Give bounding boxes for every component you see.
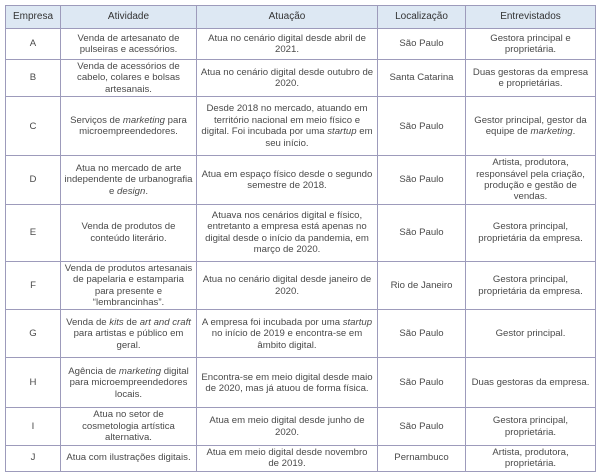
cell-text: . bbox=[145, 185, 148, 197]
cell-atividade bbox=[61, 445, 197, 471]
cell-text: para artistas e público em geral. bbox=[73, 328, 184, 351]
cell-text: design bbox=[117, 185, 146, 197]
cell-text: Gestor principal, gestor da equipe de bbox=[474, 114, 587, 138]
table-row bbox=[6, 445, 596, 471]
cell-localizacao: Pernambuco bbox=[378, 445, 466, 471]
cell-empresa: E bbox=[6, 204, 61, 261]
cell-text: Atua em espaço físico desde o segundo semestre de 2018. bbox=[201, 168, 373, 192]
cell-atividade bbox=[61, 204, 197, 261]
header-row bbox=[6, 6, 596, 29]
cell-atuacao bbox=[197, 60, 378, 97]
cell-text: Artista, produtora, responsável pela criação, produção e gestão de vendas. bbox=[476, 157, 585, 203]
cell-atuacao bbox=[197, 156, 378, 205]
cell-text: Atua com ilustrações digitais. bbox=[66, 452, 191, 464]
cell-text: art and craft bbox=[139, 316, 191, 328]
cell-text: Duas gestoras da empresa. bbox=[471, 377, 590, 389]
header-atividade: Atividade bbox=[61, 6, 197, 29]
cell-atividade bbox=[61, 261, 197, 310]
cell-text: Venda de acessórios de cabelo, colares e bolsas artesanais. bbox=[77, 61, 180, 95]
cell-text: . bbox=[572, 126, 576, 138]
cell-localizacao: São Paulo bbox=[378, 358, 466, 408]
cell-localizacao: São Paulo bbox=[378, 156, 466, 205]
cell-empresa: D bbox=[6, 156, 61, 205]
table-row bbox=[6, 204, 596, 261]
cell-text: Serviços de bbox=[70, 114, 123, 126]
cell-text: marketing bbox=[530, 126, 573, 138]
cell-text: Atuava nos cenários digital e físico, entretanto a empresa está apenas no digital desde o início da pandemia, em março de 2020. bbox=[205, 210, 369, 256]
header-entrevistados: Entrevistados bbox=[466, 6, 596, 29]
table-row bbox=[6, 358, 596, 408]
cell-empresa: G bbox=[6, 310, 61, 358]
cell-atividade bbox=[61, 358, 197, 408]
cell-entrevistados bbox=[466, 29, 596, 60]
header-localizacao: Localização bbox=[378, 6, 466, 29]
table-row bbox=[6, 60, 596, 97]
cell-text: Artista, produtora, proprietária. bbox=[492, 446, 569, 470]
cell-localizacao: Rio de Janeiro bbox=[378, 261, 466, 310]
cell-text: startup bbox=[342, 316, 373, 328]
cell-entrevistados bbox=[466, 156, 596, 205]
cell-text: startup bbox=[327, 126, 357, 138]
cell-atuacao bbox=[197, 261, 378, 310]
cell-entrevistados bbox=[466, 445, 596, 471]
cell-text: marketing bbox=[122, 114, 166, 126]
cell-text: Encontra-se em meio digital desde maio de 2020, mas já atuou de forma física. bbox=[201, 371, 373, 394]
cell-text: Desde 2018 no mercado, atuando em território nacional em meio físico e digital. Foi incubada por uma bbox=[201, 103, 368, 138]
cell-atividade bbox=[61, 310, 197, 358]
cell-entrevistados bbox=[466, 60, 596, 97]
cell-text: A empresa foi incubada por uma bbox=[201, 316, 343, 328]
cell-text: Gestor principal. bbox=[495, 328, 566, 340]
cell-text: Atua no setor de cosmetologia artística alternativa. bbox=[82, 409, 175, 444]
cell-entrevistados bbox=[466, 261, 596, 310]
cell-text: Venda de artesanato de pulseiras e acessórios. bbox=[77, 32, 180, 55]
table-row bbox=[6, 408, 596, 445]
cell-atuacao bbox=[197, 445, 378, 471]
companies-table bbox=[5, 5, 596, 472]
cell-empresa: J bbox=[6, 445, 61, 471]
cell-localizacao: São Paulo bbox=[378, 408, 466, 445]
cell-text: Gestora principal e proprietária. bbox=[490, 32, 571, 55]
cell-atividade bbox=[61, 156, 197, 205]
cell-entrevistados bbox=[466, 204, 596, 261]
cell-empresa: F bbox=[6, 261, 61, 310]
cell-atividade bbox=[61, 97, 197, 156]
cell-text: em seu início. bbox=[265, 126, 373, 149]
cell-empresa: H bbox=[6, 358, 61, 408]
cell-entrevistados bbox=[466, 97, 596, 156]
cell-empresa: I bbox=[6, 408, 61, 445]
cell-localizacao: Santa Catarina bbox=[378, 60, 466, 97]
cell-entrevistados bbox=[466, 358, 596, 408]
cell-atuacao bbox=[197, 408, 378, 445]
header-empresa: Empresa bbox=[6, 6, 61, 29]
cell-localizacao: São Paulo bbox=[378, 97, 466, 156]
table-body bbox=[6, 29, 596, 472]
cell-text: Venda de produtos de conteúdo literário. bbox=[81, 221, 176, 244]
cell-text: Atua no cenário digital desde janeiro de 2020. bbox=[202, 274, 372, 297]
cell-atuacao bbox=[197, 358, 378, 408]
cell-text: Atua em meio digital desde novembro de 2019. bbox=[206, 446, 368, 470]
table-row bbox=[6, 156, 596, 205]
cell-empresa: A bbox=[6, 29, 61, 60]
cell-entrevistados bbox=[466, 408, 596, 445]
cell-text: Gestora principal, proprietária. bbox=[492, 415, 569, 438]
cell-entrevistados bbox=[466, 310, 596, 358]
cell-text: Gestora principal, proprietária da empresa. bbox=[478, 274, 583, 297]
cell-text: Gestora principal, proprietária da empresa. bbox=[478, 221, 583, 244]
cell-atuacao bbox=[197, 204, 378, 261]
table-row bbox=[6, 29, 596, 60]
cell-text: digital para microempreendedores locais. bbox=[69, 365, 189, 400]
cell-text: kits bbox=[109, 316, 124, 328]
cell-empresa: C bbox=[6, 97, 61, 156]
cell-text: Atua no mercado de arte independente de urbanografia e bbox=[64, 162, 193, 197]
cell-atividade bbox=[61, 29, 197, 60]
header-atuacao: Atuação bbox=[197, 6, 378, 29]
cell-text: no início de 2019 e encontra-se em âmbito digital. bbox=[211, 328, 363, 351]
cell-localizacao: São Paulo bbox=[378, 204, 466, 261]
table-row bbox=[6, 310, 596, 358]
cell-text: Atua no cenário digital desde outubro de 2020. bbox=[200, 66, 374, 90]
cell-atuacao bbox=[197, 310, 378, 358]
cell-atividade bbox=[61, 408, 197, 445]
cell-text: Agência de bbox=[68, 365, 119, 377]
table-row bbox=[6, 261, 596, 310]
cell-atuacao bbox=[197, 97, 378, 156]
table-row bbox=[6, 97, 596, 156]
cell-localizacao: São Paulo bbox=[378, 310, 466, 358]
cell-text: marketing bbox=[118, 365, 162, 377]
cell-atividade bbox=[61, 60, 197, 97]
cell-text: para microempreendedores. bbox=[79, 114, 187, 138]
cell-text: Venda de bbox=[66, 316, 110, 328]
cell-atuacao bbox=[197, 29, 378, 60]
cell-text: Atua no cenário digital desde abril de 2021. bbox=[208, 32, 366, 55]
cell-text: Atua em meio digital desde junho de 2020. bbox=[209, 415, 365, 438]
cell-localizacao: São Paulo bbox=[378, 29, 466, 60]
cell-text: de bbox=[123, 316, 140, 328]
cell-text: Duas gestoras da empresa e proprietárias. bbox=[472, 66, 589, 90]
cell-text: Venda de produtos artesanais de papelaria e estamparia para presente e “lembrancinhas”. bbox=[64, 262, 193, 309]
cell-empresa: B bbox=[6, 60, 61, 97]
